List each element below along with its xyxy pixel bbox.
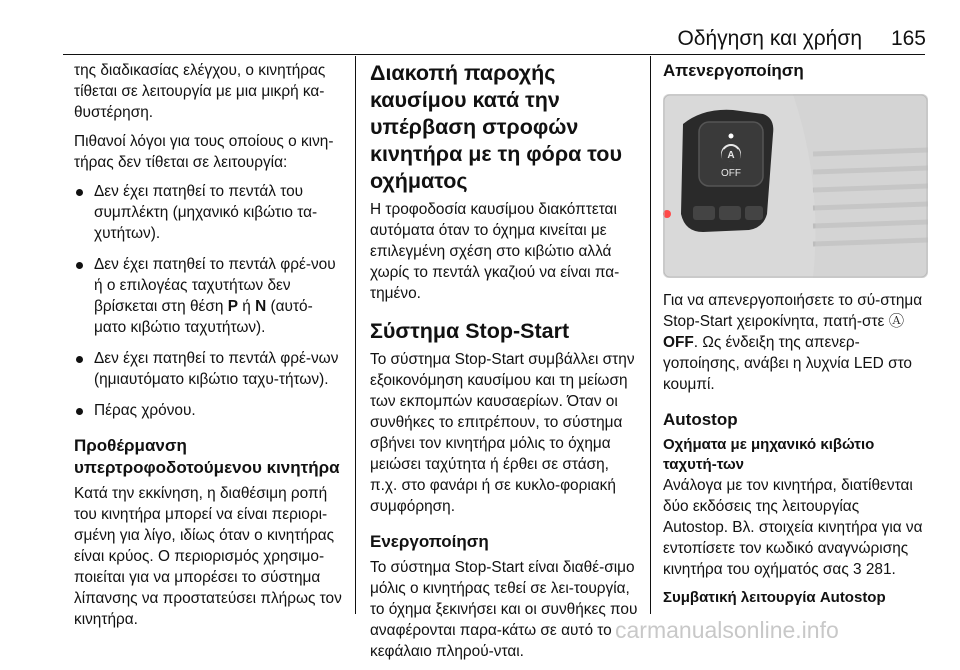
section-heading: Autostop	[663, 410, 738, 429]
list-item: Δεν έχει πατηθεί το πεντάλ φρέ-νων (ημιαυτόματο κιβώτιο ταχυ-τήτων).	[74, 348, 342, 390]
column-2	[370, 60, 638, 670]
paragraph: Το σύστημα Stop-Start συμβάλλει στην εξοικονόμηση καυσίμου και τη μείωση των εκπομπών καυσαερίων. Όταν οι συνθήκες το επιτρέπουν, το σύστημα σβήνει τον κινητήρα μόλις το όχημα μειώσει ταχύτητα ή έρθει σε στάση, π.χ. στο φανάρι ή σε κυκλο-φοριακή συμφόρηση.	[370, 351, 635, 515]
section-heading: Προθέρμανση υπερτροφοδοτούμενου κινητήρα	[74, 436, 340, 477]
paragraph: της διαδικασίας ελέγχου, ο κινητήρας τίθεται σε λειτουργία με μια μικρή κα-θυστέρηση.	[74, 62, 326, 121]
column-divider-1	[355, 56, 356, 614]
sub-heading: Ενεργοποίηση	[370, 532, 489, 551]
watermark: carmanualsonline.info	[615, 617, 839, 643]
paragraph: Πιθανοί λόγοι για τους οποίους ο κινη-τήρας δεν τίθεται σε λειτουργία:	[74, 133, 334, 171]
led-icon	[729, 134, 734, 139]
header-rule	[63, 54, 925, 55]
column-1	[74, 60, 342, 638]
dashboard-illustration	[663, 94, 928, 278]
sub-heading: Συμβατική λειτουργία Autostop	[663, 589, 886, 606]
sub-heading: Απενεργοποίηση	[663, 61, 804, 80]
svg-text:A: A	[727, 150, 735, 161]
column-3	[663, 60, 928, 608]
svg-text:OFF: OFF	[721, 168, 741, 179]
page-number: 165	[890, 27, 926, 50]
paragraph: Κατά την εκκίνηση, η διαθέσιμη ροπή του κινητήρα μπορεί να είναι περιορι-σμένη για λίγο, ιδίως όταν ο κινητήρας είναι κρύος. Ο περιορισμός χρησιμο-ποιείται για να μπορέσει το σύστημα λίπανσης να προστατεύσει πλήρως τον κινητήρα.	[74, 485, 342, 628]
list-item: Πέρας χρόνου.	[74, 400, 342, 421]
paragraph: Η τροφοδοσία καυσίμου διακόπτεται αυτόματα όταν το όχημα κινείται με επιλεγμένη σχέση στο κιβώτιο αλλά χωρίς το πεντάλ γκαζιού να είναι πα-τημένο.	[370, 201, 620, 302]
section-heading: Διακοπή παροχής καυσίμου κατά την υπέρβαση στροφών κινητήρα με τη φόρα του οχήματος	[370, 61, 622, 193]
bullet-icon	[76, 356, 83, 363]
list-item: Δεν έχει πατηθεί το πεντάλ του συμπλέκτη (μηχανικό κιβώτιο τα-χυτήτων).	[74, 181, 342, 244]
stop-start-button-figure	[663, 94, 928, 278]
paragraph: Ανάλογα με τον κινητήρα, διατίθενται δύο εκδόσεις της λειτουργίας Autostop. Βλ. στοιχεία κινητήρα για να εντοπίσετε τον κωδικό αναγνώρισης κινητήρα του οχήματός σας 3 281.	[663, 477, 923, 578]
auto-stop-icon: Ⓐ	[888, 313, 905, 330]
section-heading: Σύστημα Stop-Start	[370, 319, 570, 343]
bullet-icon	[76, 408, 83, 415]
paragraph: Για να απενεργοποιήσετε το σύ-στημα Stop-Start χειροκίνητα, πατή-στε Ⓐ OFF. Ως ένδειξη της απενερ-γοποίησης, ανάβει η λυχνία LED στο κουμπί.	[663, 292, 923, 393]
paragraph: Το σύστημα Stop-Start είναι διαθέ-σιμο μόλις ο κινητήρας τεθεί σε λει-τουργία, το όχημα ξεκινήσει και οι συνθήκες που αναφέρονται παρα-κάτω σε αυτό το κεφάλαιο πληρού-νται.	[370, 559, 638, 660]
page-header	[0, 0, 960, 56]
page-ref-icon: 3	[853, 561, 862, 578]
bullet-icon	[76, 189, 83, 196]
list-item: Δεν έχει πατηθεί το πεντάλ φρέ-νου ή ο επιλογέας ταχυτήτων δεν βρίσκεται στη θέση P ή N (αυτό-ματο κιβώτιο ταχυτήτων).	[74, 254, 342, 338]
sub-heading: Οχήματα με μηχανικό κιβώτιο ταχυτή-των	[663, 436, 875, 473]
running-title: Οδήγηση και χρήση	[677, 27, 862, 50]
bullet-icon	[76, 262, 83, 269]
column-divider-2	[650, 56, 651, 614]
